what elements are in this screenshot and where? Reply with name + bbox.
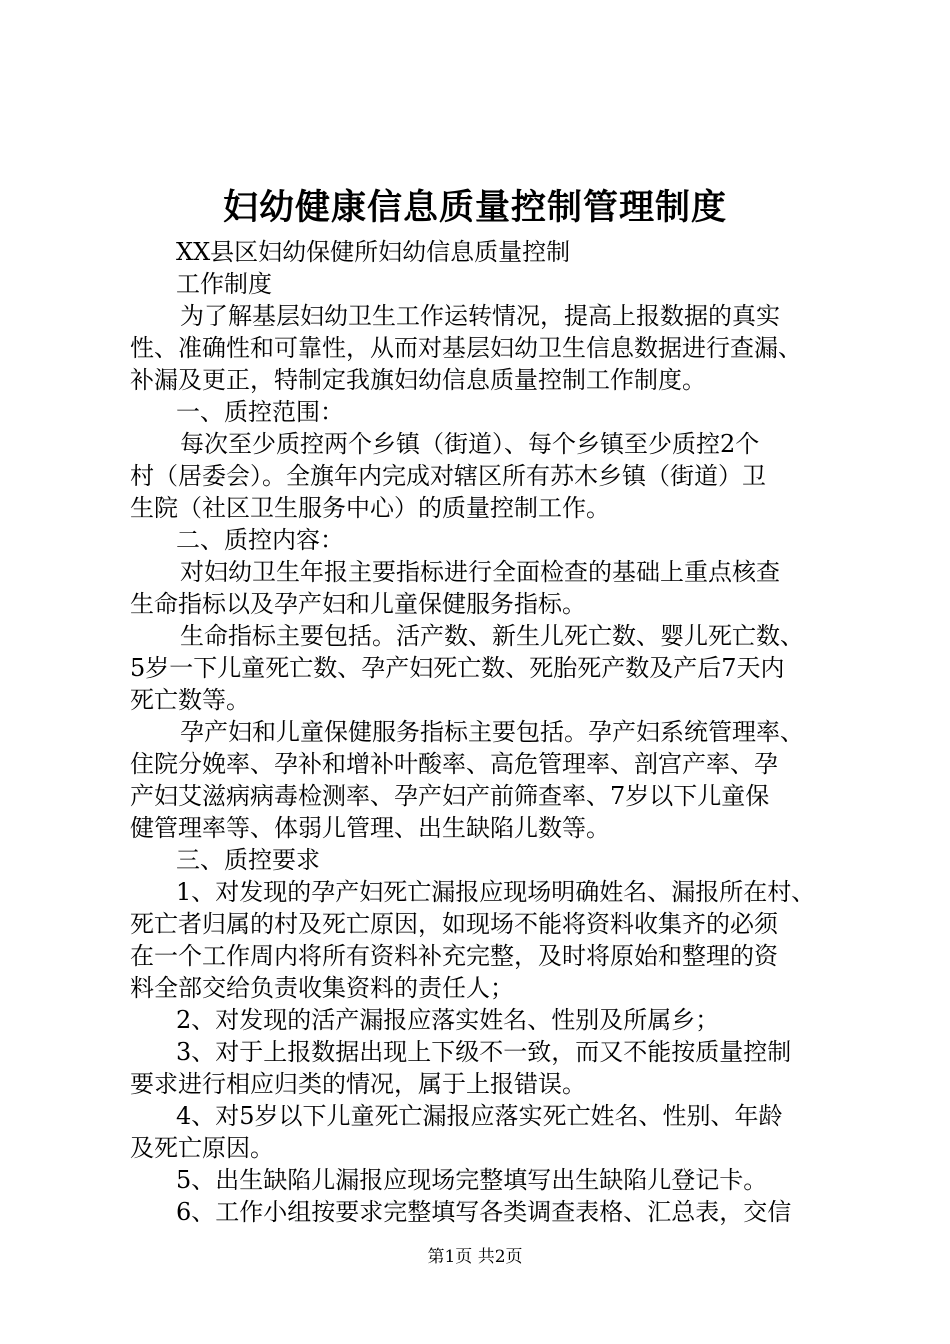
subtitle-line: XX县区妇幼保健所妇幼信息质量控制 [176, 238, 571, 266]
paragraph-line: 在一个工作周内将所有资料补充完整，及时将原始和整理的资 [130, 942, 778, 970]
paragraph-line: 产妇艾滋病病毒检测率、孕产妇产前筛查率、7岁以下儿童保 [130, 782, 770, 810]
document-body [130, 236, 830, 1228]
paragraph-line: 5、出生缺陷儿漏报应现场完整填写出生缺陷儿登记卡。 [176, 1166, 768, 1194]
paragraph-line: 住院分娩率、孕补和增补叶酸率、高危管理率、剖宫产率、孕 [130, 750, 778, 778]
paragraph-line: 孕产妇和儿童保健服务指标主要包括。孕产妇系统管理率、 [180, 718, 804, 746]
paragraph-line: 要求进行相应归类的情况，属于上报错误。 [130, 1070, 586, 1098]
paragraph-line: 2、对发现的活产漏报应落实姓名、性别及所属乡； [176, 1006, 720, 1034]
page-number-footer: 第1页 共2页 [427, 1247, 523, 1267]
paragraph-line: 对妇幼卫生年报主要指标进行全面检查的基础上重点核查 [180, 558, 780, 586]
paragraph-line: 5岁一下儿童死亡数、孕产妇死亡数、死胎死产数及产后7天内 [130, 654, 785, 682]
paragraph-line: 村（居委会）。全旗年内完成对辖区所有苏木乡镇（街道）卫 [130, 462, 766, 490]
paragraph-line: 3、对于上报数据出现上下级不一致，而又不能按质量控制 [176, 1038, 792, 1066]
paragraph-line: 生命指标以及孕产妇和儿童保健服务指标。 [130, 590, 586, 618]
paragraph-line: 6、工作小组按要求完整填写各类调查表格、汇总表，交信 [176, 1198, 792, 1226]
paragraph-line: 4、对5岁以下儿童死亡漏报应落实死亡姓名、性别、年龄 [176, 1102, 783, 1130]
paragraph-line: 死亡者归属的村及死亡原因，如现场不能将资料收集齐的必须 [130, 910, 778, 938]
subtitle-line: 工作制度 [176, 270, 272, 298]
paragraph-line: 1、对发现的孕产妇死亡漏报应现场明确姓名、漏报所在村、 [176, 878, 816, 906]
section-heading: 二、质控内容： [176, 526, 344, 554]
paragraph-line: 每次至少质控两个乡镇（街道）、每个乡镇至少质控2个 [180, 430, 760, 458]
section-heading: 一、质控范围： [176, 398, 344, 426]
paragraph-line: 为了解基层妇幼卫生工作运转情况，提高上报数据的真实 [180, 302, 780, 330]
document-title: 妇幼健康信息质量控制管理制度 [222, 187, 727, 228]
paragraph-line: 性、准确性和可靠性，从而对基层妇幼卫生信息数据进行查漏、 [130, 334, 802, 362]
paragraph-line: 死亡数等。 [130, 686, 250, 714]
paragraph-line: 生命指标主要包括。活产数、新生儿死亡数、婴儿死亡数、 [180, 622, 804, 650]
section-heading: 三、质控要求 [176, 846, 320, 874]
paragraph-line: 料全部交给负责收集资料的责任人； [130, 974, 514, 1002]
paragraph-line: 及死亡原因。 [130, 1134, 274, 1162]
paragraph-line: 补漏及更正，特制定我旗妇幼信息质量控制工作制度。 [130, 366, 706, 394]
paragraph-line: 健管理率等、体弱儿管理、出生缺陷儿数等。 [130, 814, 610, 842]
paragraph-line: 生院（社区卫生服务中心）的质量控制工作。 [130, 494, 610, 522]
